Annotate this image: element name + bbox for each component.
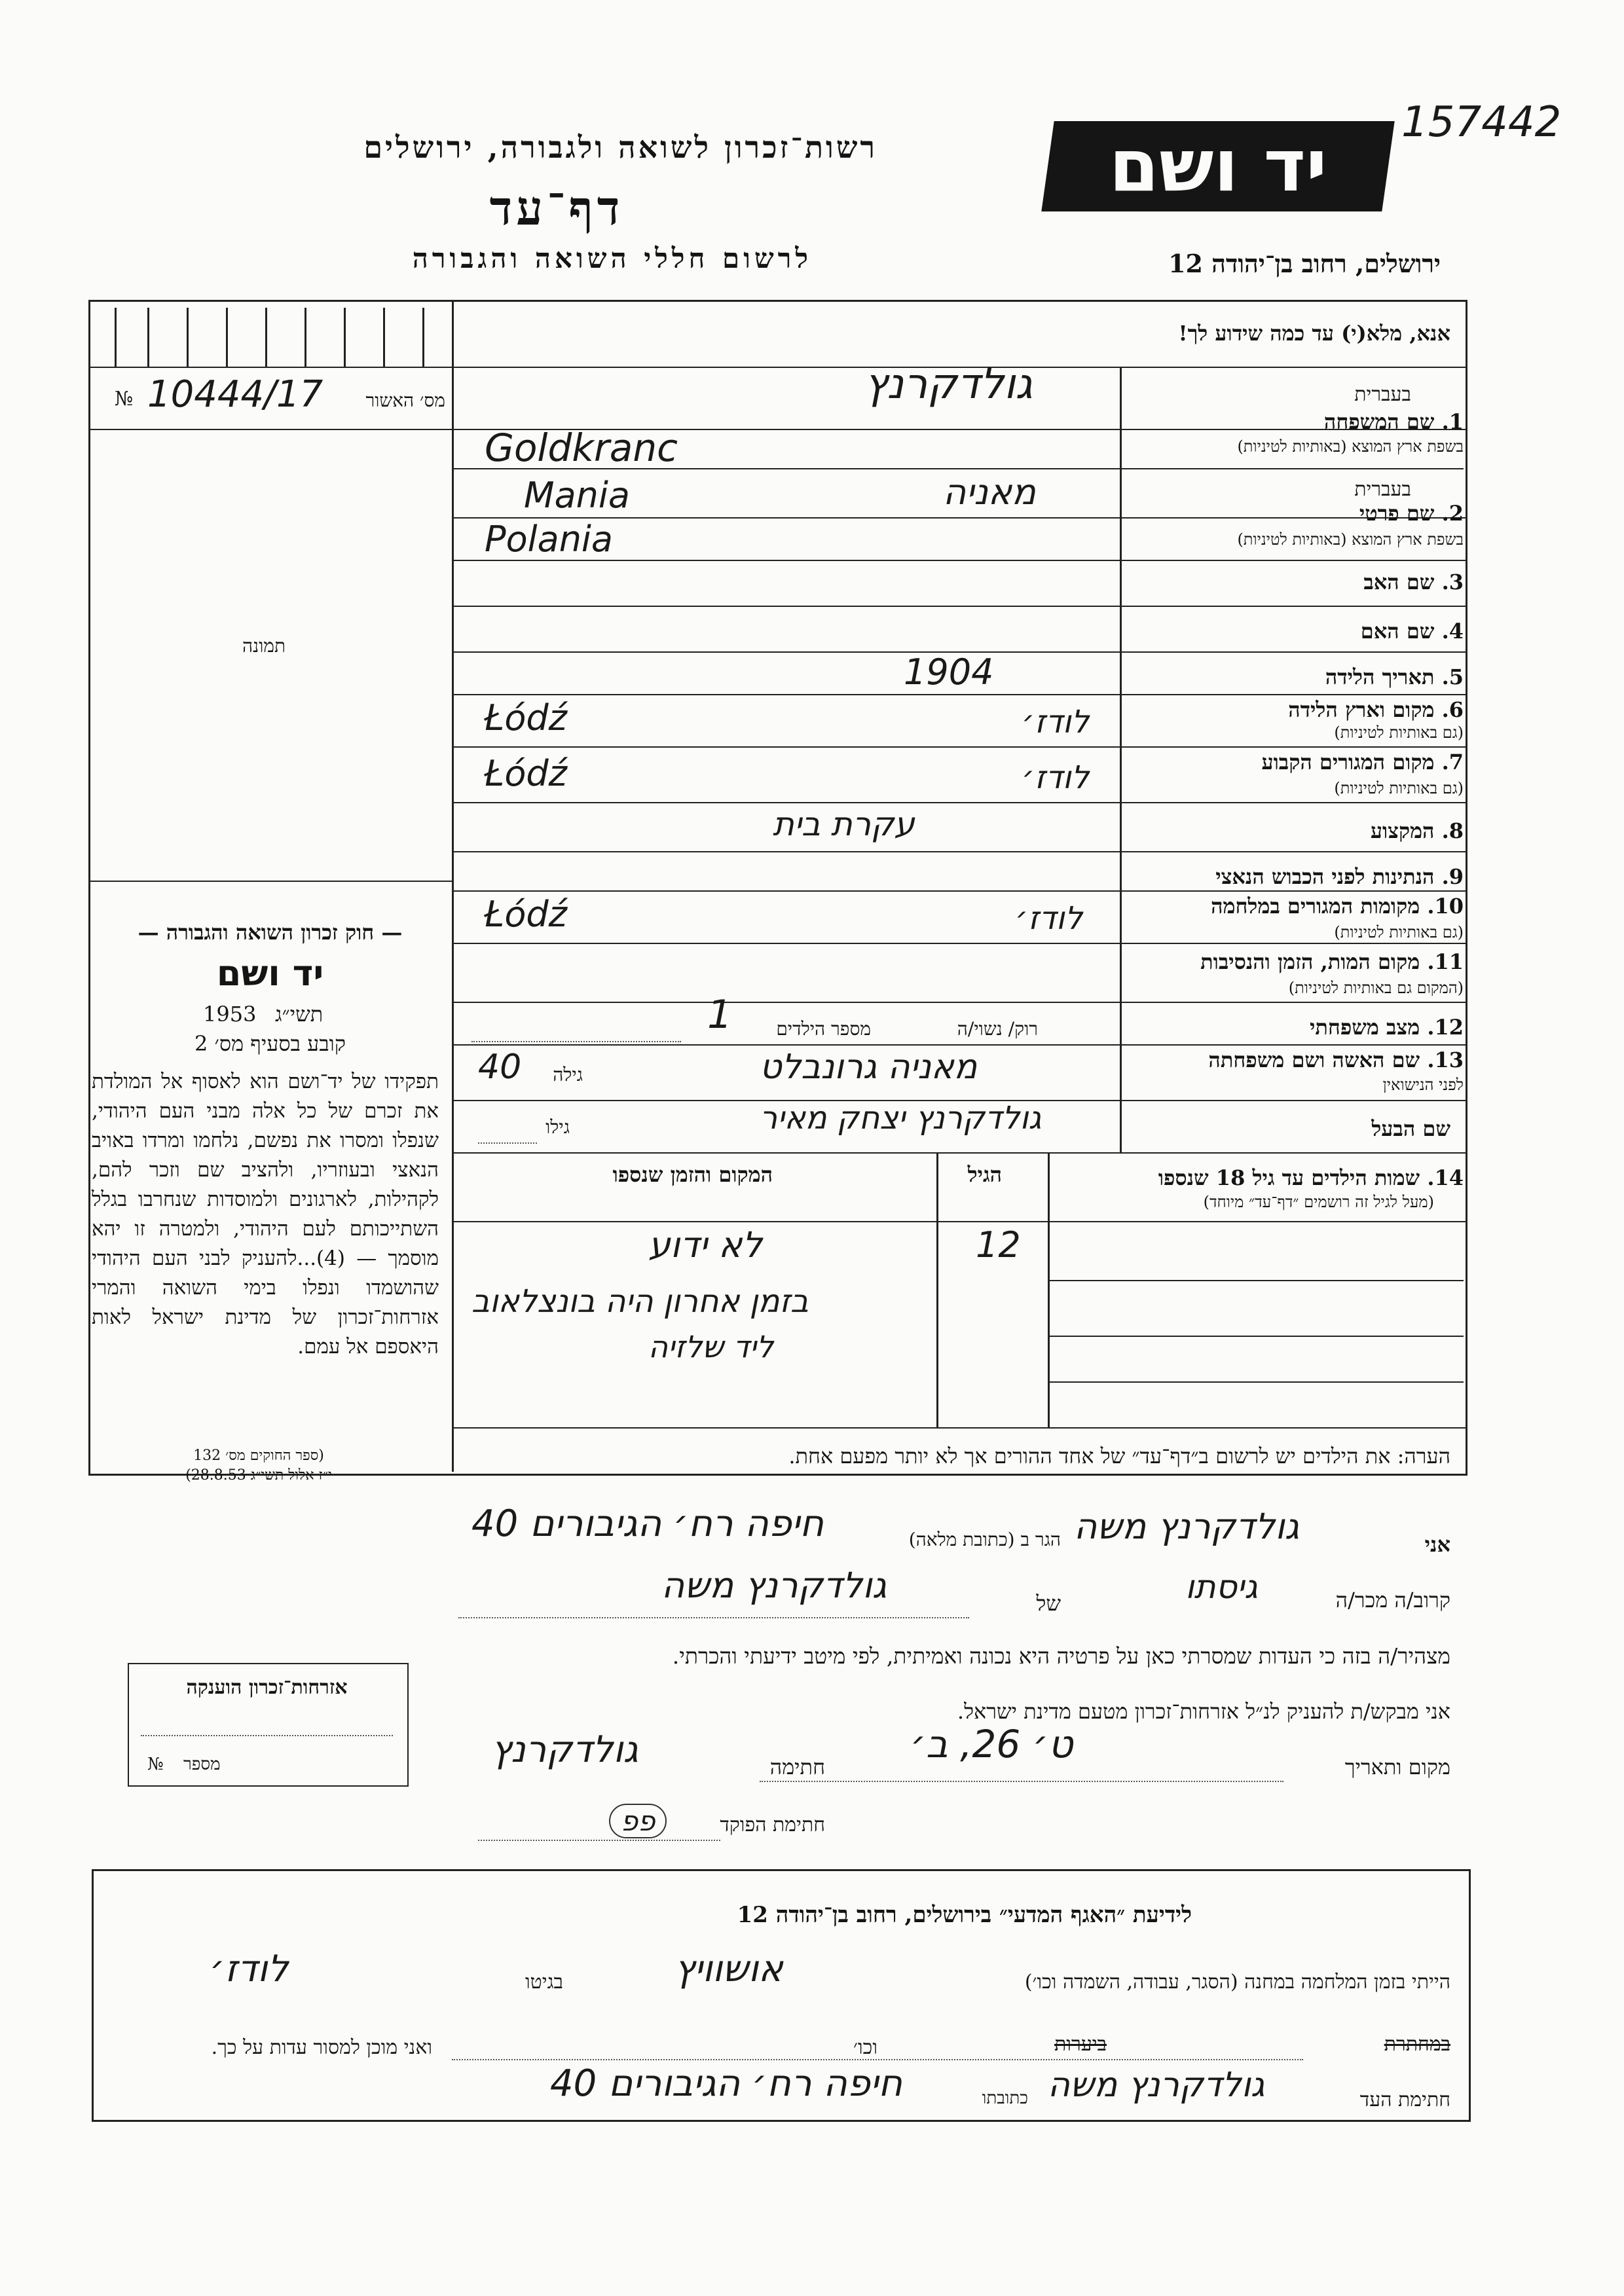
row-line [452, 802, 1466, 803]
of-label: של [1036, 1591, 1061, 1616]
field-1-label [1324, 409, 1464, 434]
row-line [452, 560, 1466, 561]
cert-line [88, 367, 452, 368]
field-11-sub: (המקום גם באותיות לטיניות) [1288, 979, 1464, 997]
org-name: רשות־זכרון לשואה ולגבורה, ירושלים [363, 130, 877, 165]
field-10-text: מקומות המגורים במלחמה [1211, 894, 1420, 919]
field-1-num: 1. [1441, 409, 1464, 434]
row-line [1120, 468, 1464, 469]
field-4-text: שם האם [1360, 619, 1435, 644]
sidebar-divider [452, 300, 454, 1472]
law-text: תפקידו של יד־ושם הוא לאסוף אל המולדת את זכרם של כל אלה מבני העם היהודי, שנפלו ומסרו את נפשם, נלחמו ומרדו באויב הנאצי ובעוזריו, ולהציב שם וזכר להם, לקהילות, לארגונים ולמוסדות שנחרבו בגלל השתייכותם לעם היהודי, ולמטרה זו יהא מוסמך — (4)...להעניק לבני העם היהודי שהושמדו ונפלו בימי השואה והמרי אזרחות־זכרון של מדינת ישראל לאות היאספם אל עמם. [92, 1070, 439, 1358]
photo-label: תמונה [242, 635, 286, 657]
field-13-age-label: גילה [553, 1064, 583, 1085]
witness-address: חיפה רח׳ הגיבורים 40 [550, 2062, 902, 2105]
field-7-value: Łódź [485, 753, 568, 794]
witness-address-label: כתובתו [982, 2088, 1028, 2108]
col-divider [936, 1152, 938, 1427]
row-line [1048, 1381, 1464, 1383]
child-place-2: ליד שלזיה [648, 1329, 774, 1364]
field-8-text: המקצוע [1370, 818, 1435, 843]
field-2-num: 2. [1441, 501, 1464, 526]
etc-label: וכו׳ [853, 2036, 877, 2059]
field-13-text: שם האשה ושם משפחתה [1208, 1048, 1420, 1072]
cert-no-mark: № [115, 388, 134, 410]
field-9-label [1215, 864, 1464, 889]
signature-label: חתימה [769, 1755, 825, 1779]
underground-label: במחתרת [1384, 2033, 1450, 2056]
field-6-value: Łódź [485, 697, 568, 738]
children-sub: (מעל לגיל זה רושמים ״דף־עד״ מיוחד) [1203, 1193, 1434, 1211]
doc-subtitle: לרשום חללי השואה והגבורה [412, 242, 812, 274]
children-label [1158, 1165, 1464, 1190]
field-3-text: שם האב [1363, 570, 1435, 594]
children-num: 14. [1427, 1165, 1464, 1190]
label-divider [1120, 367, 1122, 1152]
field-10-sub: (גם באותיות לטיניות) [1334, 923, 1464, 941]
witness-label: חתימת העד [1359, 2088, 1450, 2111]
dotted [452, 2059, 1303, 2060]
place-date-label: מקום ותאריך [1344, 1755, 1450, 1779]
of-value: גולדקרנץ משה [661, 1565, 887, 1606]
field-2-label [1359, 501, 1464, 526]
row-line [452, 1427, 1466, 1429]
archive-number: 157442 [1401, 98, 1562, 147]
residing-label: הגר ב (כתובת מלאה) [908, 1529, 1061, 1550]
field-12-label [1310, 1015, 1464, 1040]
field-11-text: מקום המות, הזמן והנסיבות [1200, 949, 1420, 974]
in-hebrew-1: בעברית [1354, 383, 1411, 406]
field-7-sub: (גם באותיות לטיניות) [1334, 779, 1464, 797]
field-8-value: עקרת בית [773, 805, 915, 843]
field-12-children-label: מספר הילדים [776, 1018, 871, 1040]
law-ref: (ספר החוקים מס׳ 132 [193, 1448, 324, 1464]
field-2-sub: בשפת ארץ המוצא (באותיות לטיניות) [1237, 530, 1464, 549]
request: אני מבקש/ת להעניק לנ״ל אזרחות־זכרון מטעם מדינת ישראל. [957, 1699, 1450, 1724]
ghetto-value: לודז׳ [210, 1948, 289, 1990]
dotted [471, 1041, 681, 1042]
statement: מצהיר/ה בזה כי העדות שמסרתי כאן על פרטיה היא נכונה ואמיתית, לפי מיטב ידיעתי והכרתי. [672, 1643, 1450, 1669]
field-6-sub: (גם באותיות לטיניות) [1334, 723, 1464, 742]
field-7-num: 7. [1441, 750, 1464, 774]
child-name: לא ידוע [648, 1224, 763, 1266]
doc-title: דף־עד [489, 180, 624, 236]
field-10-value-hebrew: לודז׳ [1015, 900, 1083, 937]
field-3-num: 3. [1441, 570, 1464, 594]
cert-label: מס׳ האשור [365, 390, 445, 411]
place-date-value: ט׳ 26, ב׳ [910, 1722, 1073, 1766]
official-label: חתימת הפוקד [720, 1813, 825, 1836]
dotted [760, 1781, 1283, 1782]
child-place-1: בזמן אחרון היה בונצלאוב [471, 1283, 809, 1320]
row-line [452, 1221, 1466, 1222]
field-11-num: 11. [1427, 949, 1464, 974]
husband-value: גולדקרנץ יצחק מאיר [760, 1100, 1042, 1137]
field-12-children-value: 1 [707, 992, 733, 1038]
field-13-num: 13. [1427, 1048, 1464, 1072]
row-line [452, 1002, 1466, 1003]
decl-ani: אני [1424, 1532, 1450, 1557]
citizenship-mark: № [147, 1755, 164, 1774]
field-12-text: מצב משפחתי [1310, 1015, 1420, 1040]
witness-value: גולדקרנץ משה [1048, 2066, 1265, 2105]
field-7-value-hebrew: לודז׳ [1022, 759, 1090, 796]
field-6-value-hebrew: לודז׳ [1022, 704, 1090, 740]
dotted [478, 1142, 537, 1144]
law-logo: יד ושם [216, 953, 324, 994]
signature-value: גולדקרנץ [491, 1728, 638, 1771]
field-10-num: 10. [1427, 894, 1464, 919]
row-line [452, 694, 1466, 695]
photo-bottom [88, 881, 452, 882]
row-line [452, 1044, 1466, 1046]
row-line [1048, 1280, 1464, 1281]
citizenship-no: מספר [183, 1755, 221, 1774]
relation-value: גיסתו [1185, 1568, 1258, 1606]
field-1-hebrew-value: גולדקרנץ [864, 360, 1033, 409]
field-12-options: רוק/ נשוי/ה [957, 1018, 1038, 1040]
children-text: שמות הילדים עד גיל 18 שנספו [1158, 1165, 1420, 1190]
row-line [452, 746, 1466, 748]
cert-number: 10444/17 [147, 373, 323, 416]
field-6-num: 6. [1441, 697, 1464, 722]
field-10-label [1211, 894, 1464, 919]
address: ירושלים, רחוב בן־יהודה 12 [1168, 249, 1441, 278]
field-13-value: מאניה גרונבלט [760, 1048, 978, 1087]
field-6-label [1288, 697, 1464, 722]
row-line [452, 851, 1466, 852]
footer-notice: לידיעת ״האגף המדעי״ בירושלים, רחוב בן־יהודה 12 [737, 1902, 1192, 1928]
field-1-latin-value: Goldkranc [485, 426, 678, 470]
dotted [478, 1840, 720, 1841]
declarant-name: גולדקרנץ משה [1074, 1506, 1300, 1547]
field-7-label [1261, 750, 1464, 774]
field-9-text: הנתינות לפני הכבוש הנאצי [1215, 864, 1435, 889]
law-section: קובע בסעיף מס׳ 2 [194, 1031, 346, 1056]
field-8-label [1371, 818, 1464, 843]
official-value: פפ [609, 1804, 667, 1838]
declarant-address: חיפה רח׳ הגיבורים 40 [471, 1503, 824, 1545]
instruction: אנא, מלא(י) עד כמה שידוע לך! [1178, 321, 1450, 346]
row-line [1048, 1336, 1464, 1337]
field-8-num: 8. [1441, 818, 1464, 843]
law-year-heb: תשי״ג [275, 1002, 323, 1027]
field-2-latin-value: Mania [524, 475, 630, 516]
field-4-num: 4. [1441, 619, 1464, 644]
field-1-text: שם המשפחה [1323, 409, 1435, 434]
field-4-label [1361, 619, 1464, 644]
child-age: 12 [976, 1224, 1021, 1266]
field-2-text: שם פרטי [1359, 501, 1435, 526]
cert-boxes [88, 308, 452, 367]
field-2-hebrew-value: מאניה [943, 471, 1036, 513]
place-header: המקום והזמן שנספו [612, 1162, 773, 1187]
field-13-sub: לפני הנישואין [1382, 1076, 1464, 1094]
field-3-value: Polania [485, 519, 614, 560]
law-title: — חוק זכרון השואה והגבורה — [138, 920, 403, 945]
dotted [458, 1617, 969, 1618]
field-5-label [1325, 665, 1464, 689]
field-11-label [1200, 949, 1464, 974]
field-1-sub: בשפת ארץ המוצא (באותיות לטיניות) [1237, 437, 1464, 456]
husband-age-label: גילו [545, 1116, 570, 1138]
relation-label: קרוב/ה מכר/ה [1335, 1588, 1450, 1613]
field-5-value: 1904 [904, 651, 994, 693]
row-line [452, 943, 1466, 944]
cert-area-bottom [88, 429, 452, 430]
field-5-text: תאריך הלידה [1325, 665, 1435, 689]
row-line [452, 1152, 1466, 1154]
field-13-label [1208, 1048, 1464, 1072]
law-year: 1953 [203, 1002, 257, 1027]
citizenship-title: אזרחות־זכרון הוענקה [186, 1676, 348, 1699]
field-7-text: מקום המגורים הקבוע [1261, 750, 1435, 774]
law-ref2: י״ז אלול תשי״ג 28.8.53) [185, 1467, 332, 1484]
field-6-text: מקום וארץ הלידה [1288, 697, 1435, 722]
age-header: הגיל [967, 1162, 1002, 1187]
field-13-age-value: 40 [478, 1048, 522, 1087]
field-10-value: Łódź [485, 894, 568, 935]
note: הערה: את הילדים יש לרשום ב״דף־עד״ של אחד ההורים אך לא יותר מפעם אחת. [788, 1444, 1450, 1468]
field-9-num: 9. [1441, 864, 1464, 889]
field-12-num: 12. [1427, 1015, 1464, 1040]
dotted [141, 1735, 393, 1736]
camp-line: הייתי בזמן המלחמה במחנה (הסגר, עבודה, השמדה וכו׳) [1024, 1971, 1450, 1994]
logo-text: יד ושם [1109, 124, 1327, 208]
row-line [452, 890, 1466, 892]
ready-label: ואני מוכן למסור עדות על כך. [211, 2036, 432, 2059]
in-hebrew-2: בעברית [1354, 478, 1411, 501]
field-3-label [1363, 570, 1464, 594]
row-line [452, 606, 1466, 607]
husband-label: שם הבעל [1371, 1116, 1450, 1141]
camp-value: אושוויץ [674, 1948, 783, 1990]
ghetto-label: בגיטו [525, 1971, 563, 1994]
forest-label: ביערות [1054, 2033, 1107, 2056]
field-5-num: 5. [1441, 665, 1464, 689]
col-divider [1048, 1152, 1050, 1427]
